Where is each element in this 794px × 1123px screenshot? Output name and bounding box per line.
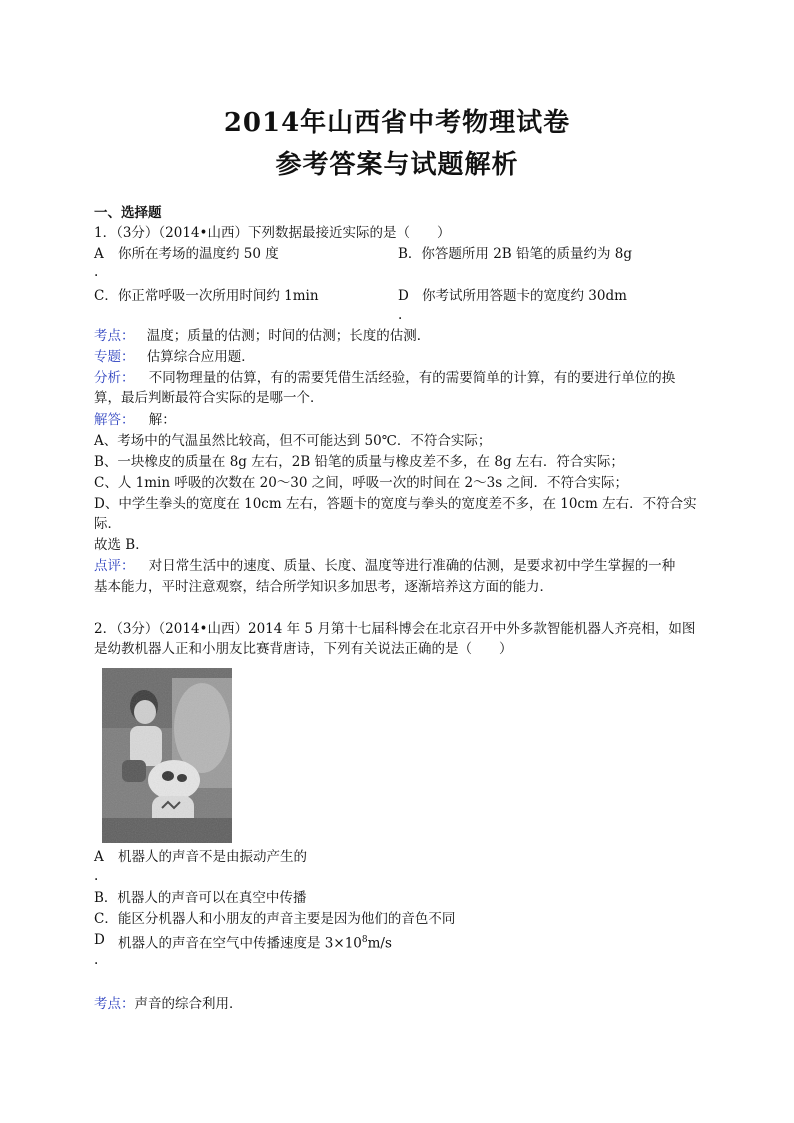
section-title: 一、选择题 bbox=[94, 205, 162, 221]
answer-line-b: B、一块橡皮的质量在 8g 左右，2B 铅笔的质量与橡皮差不多，在 8g 左右．符合实际； bbox=[94, 454, 624, 470]
q1-option-a-letter: A bbox=[94, 246, 104, 262]
q1-dianping bbox=[94, 556, 675, 576]
robot-child-photo bbox=[102, 668, 232, 843]
q2-option-a-letter: A bbox=[94, 849, 104, 865]
q2-option-d-exp: 8 bbox=[361, 935, 368, 945]
kaodian-text: 温度；质量的估测；时间的估测；长度的估测． bbox=[146, 328, 431, 344]
q1-zhuanti bbox=[94, 347, 255, 367]
q2-option-d-letter: D bbox=[94, 932, 105, 948]
zhuanti-text: 估算综合应用题． bbox=[146, 349, 255, 365]
q1-stem: 1．（3分）（2014•山西）下列数据最接近实际的是（ ） bbox=[94, 225, 451, 241]
q1-option-d-text: 你考试所用答题卡的宽度约 30dm bbox=[422, 288, 627, 304]
q2-stem-2: 是幼教机器人正和小朋友比赛背唐诗，下列有关说法正确的是（ ） bbox=[94, 641, 513, 657]
fenxi-label: 分析： bbox=[94, 370, 135, 386]
dianping-text-2: 基本能力，平时注意观察，结合所学知识多加思考，逐渐培养这方面的能力． bbox=[94, 579, 553, 595]
dianping-text-1: 对日常生活中的速度、质量、长度、温度等进行准确的估测，是要求初中学生掌握的一种 bbox=[148, 558, 676, 574]
q1-fenxi bbox=[94, 368, 675, 388]
page-title: 2014年山西省中考物理试卷 bbox=[223, 108, 571, 138]
q2-stem-1: 2．（3分）（2014•山西）2014 年 5 月第十七届科博会在北京召开中外多款智能机器人齐亮相，如图 bbox=[94, 621, 696, 637]
q1-kaodian bbox=[94, 326, 430, 346]
q2-option-a-dot: . bbox=[94, 868, 99, 884]
kaodian-label: 考点： bbox=[94, 328, 135, 344]
q2-option-d-dot: . bbox=[94, 952, 99, 968]
answer-conclusion: 故选 B． bbox=[94, 537, 149, 553]
q2-option-d-pre: 机器人的声音在空气中传播速度是 3×10 bbox=[118, 935, 362, 952]
fenxi-text-1: 不同物理量的估算，有的需要凭借生活经验，有的需要简单的计算，有的要进行单位的换 bbox=[148, 370, 676, 386]
q2-option-d-text bbox=[118, 930, 392, 954]
answer-line-a: A、考场中的气温虽然比较高，但不可能达到 50℃．不符合实际； bbox=[94, 433, 492, 449]
q1-option-a-dot: . bbox=[94, 264, 99, 280]
jieda-label: 解答： bbox=[94, 412, 135, 428]
page-subtitle: 参考答案与试题解析 bbox=[275, 150, 519, 180]
zhuanti-label: 专题： bbox=[94, 349, 135, 365]
q1-option-b: B．你答题所用 2B 铅笔的质量约为 8g bbox=[398, 246, 633, 262]
answer-line-d: D、中学生拳头的宽度在 10cm 左右，答题卡的宽度与拳头的宽度差不多，在 10cm 左右．不符合实 bbox=[94, 496, 697, 512]
q2-option-c: C．能区分机器人和小朋友的声音主要是因为他们的音色不同 bbox=[94, 911, 456, 927]
answer-line-c: C、人 1min 呼吸的次数在 20～30 之间，呼吸一次的时间在 2～3s 之间．不符合实际； bbox=[94, 475, 628, 491]
dianping-label: 点评： bbox=[94, 558, 135, 574]
q2-option-b: B．机器人的声音可以在真空中传播 bbox=[94, 890, 307, 906]
q1-jieda bbox=[94, 410, 176, 430]
answer-line-d-cont: 际． bbox=[94, 516, 121, 532]
jieda-text: 解： bbox=[148, 412, 176, 428]
q1-option-c: C．你正常呼吸一次所用时间约 1min bbox=[94, 288, 319, 304]
photo-image bbox=[102, 668, 232, 843]
q2-kaodian bbox=[94, 994, 243, 1014]
q2-option-a-text: 机器人的声音不是由振动产生的 bbox=[118, 849, 307, 865]
q1-option-d-letter: D bbox=[398, 288, 409, 304]
q2-option-d-post: m/s bbox=[367, 935, 392, 952]
q2-kaodian-text: 声音的综合利用． bbox=[134, 996, 243, 1012]
q2-kaodian-label: 考点： bbox=[94, 996, 135, 1012]
q1-option-a-text: 你所在考场的温度约 50 度 bbox=[118, 246, 279, 262]
fenxi-text-2: 算，最后判断最符合实际的是哪一个． bbox=[94, 390, 324, 406]
q1-option-d-dot: . bbox=[398, 307, 403, 323]
